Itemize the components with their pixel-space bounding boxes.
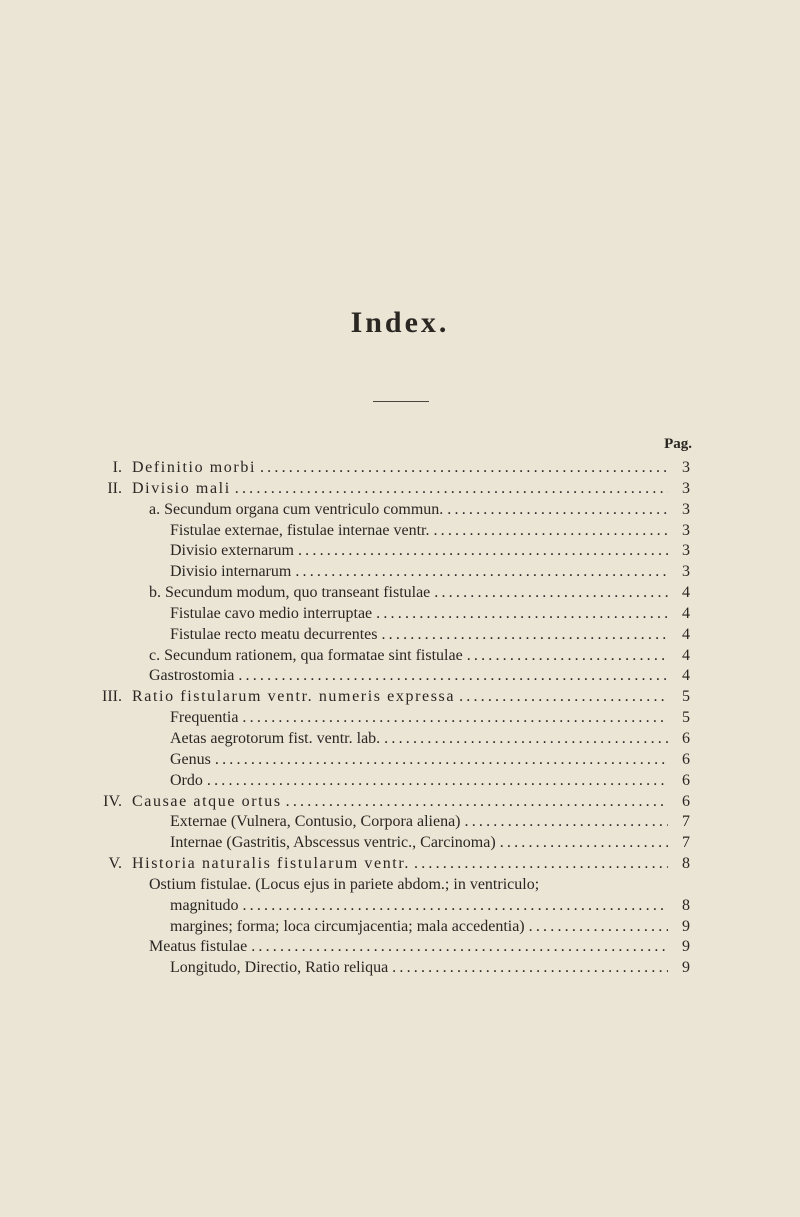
dot-leader [247,937,668,958]
index-entry [0,541,800,562]
entry-page-number: 3 [682,563,690,581]
entry-text: Fistulae recto meatu decurrentes [170,625,378,643]
dot-leader [463,646,668,667]
entry-text: a. Secundum organa cum ventriculo commun. [149,500,444,518]
dot-leader [377,625,668,646]
dot-leader [256,458,668,479]
entry-numeral: I. [112,459,122,476]
dot-leader [231,479,668,500]
index-entry [0,958,800,979]
index-entry [0,562,800,583]
index-entry [0,604,800,625]
dot-leader [372,604,668,625]
entry-text: Causae atque ortus [132,792,282,810]
entry-page-number: 9 [682,917,690,935]
entry-page-number: 9 [682,938,690,956]
entry-page-number: 7 [682,834,690,852]
entry-text: Longitudo, Directio, Ratio reliqua [170,959,389,977]
entry-page-number: 4 [682,667,690,685]
entry-page-number: 8 [682,896,690,914]
index-entry [0,708,800,729]
dot-leader [211,750,668,771]
dot-leader [461,812,669,833]
entry-text: Historia naturalis fistularum ventr. [132,855,410,873]
entry-page-number: 5 [682,709,690,727]
entry-text: Definitio morbi [132,459,256,476]
entry-text: Genus [170,750,211,768]
entry-numeral: V. [108,855,122,873]
entry-text: Ordo [170,771,203,789]
entry-text: Divisio mali [132,479,231,497]
dot-leader [455,687,668,708]
entry-page-number: 6 [682,771,690,789]
entry-text: Ostium fistulae. (Locus ejus in pariete abdom.; in ventriculo; [149,875,540,893]
pag-label: Pag. [664,436,692,452]
index-entry [0,729,800,750]
entry-numeral: IV. [103,792,122,810]
entry-page-number: 3 [682,500,690,518]
dot-leader [294,541,668,562]
dot-leader [388,958,668,979]
entry-text: Internae (Gastritis, Abscessus ventric., Carcinoma) [170,834,496,852]
dot-leader [380,729,668,750]
dot-leader [203,771,668,792]
entry-page-number: 7 [682,813,690,831]
entry-page-number: 5 [682,688,690,706]
entry-text: b. Secundum modum, quo transeant fistulae [149,584,431,602]
page-title: Index. [350,306,450,339]
index-entry [0,917,800,938]
dot-leader [429,521,668,542]
entry-numeral: II. [107,479,122,497]
dot-leader [525,917,668,938]
entry-page-number: 4 [682,584,690,602]
index-entry [0,646,800,667]
index-entry [0,666,800,687]
dot-leader [430,583,668,604]
index-entry [0,583,800,604]
entry-text: Meatus fistulae [149,938,248,956]
entry-page-number: 3 [682,479,690,497]
entry-page-number: 6 [682,792,690,810]
dot-leader [238,896,668,917]
entry-text: Ratio fistularum ventr. numeris expressa [132,688,456,706]
entry-text: Gastrostomia [149,667,235,685]
dot-leader [234,666,668,687]
dot-leader [443,500,668,521]
index-entry [0,750,800,771]
entry-text: Frequentia [170,709,239,727]
index-entry [0,875,800,917]
entry-text: Aetas aegrotorum fist. ventr. lab. [170,729,381,747]
entry-text: c. Secundum rationem, qua formatae sint fistulae [149,646,463,664]
index-entry [0,854,800,875]
entry-page-number: 4 [682,625,690,643]
index-entry [0,521,800,542]
dot-leader [238,708,668,729]
dot-leader [496,833,668,854]
entry-text: Fistulae externae, fistulae internae ventr. [170,521,430,539]
entry-text: Divisio externarum [170,542,294,560]
entry-page-number: 4 [682,604,690,622]
index-entry [0,458,800,479]
entry-text: Externae (Vulnera, Contusio, Corpora aliena) [170,813,461,831]
index-entry [0,687,800,708]
dot-leader [282,792,668,813]
index-list [0,458,800,979]
entry-page-number: 3 [682,459,690,476]
entry-page-number: 3 [682,542,690,560]
index-entry [0,833,800,854]
entry-page-number: 8 [682,855,690,873]
entry-page-number: 4 [682,646,690,664]
index-entry [0,771,800,792]
dot-leader [291,562,668,583]
entry-page-number: 3 [682,521,690,539]
index-entry [0,812,800,833]
entry-text: margines; forma; loca circumjacentia; mala accedentia) [170,917,525,935]
dot-leader [410,854,668,875]
index-entry [0,937,800,958]
title-rule [373,401,429,402]
index-entry [0,479,800,500]
entry-text-continued: magnitudo [170,896,239,914]
entry-numeral: III. [102,688,122,706]
index-entry [0,625,800,646]
entry-text: Fistulae cavo medio interruptae [170,604,373,622]
entry-page-number: 6 [682,729,690,747]
index-entry [0,792,800,813]
entry-page-number: 9 [682,959,690,977]
entry-page-number: 6 [682,750,690,768]
entry-text: Divisio internarum [170,563,292,581]
index-entry [0,500,800,521]
